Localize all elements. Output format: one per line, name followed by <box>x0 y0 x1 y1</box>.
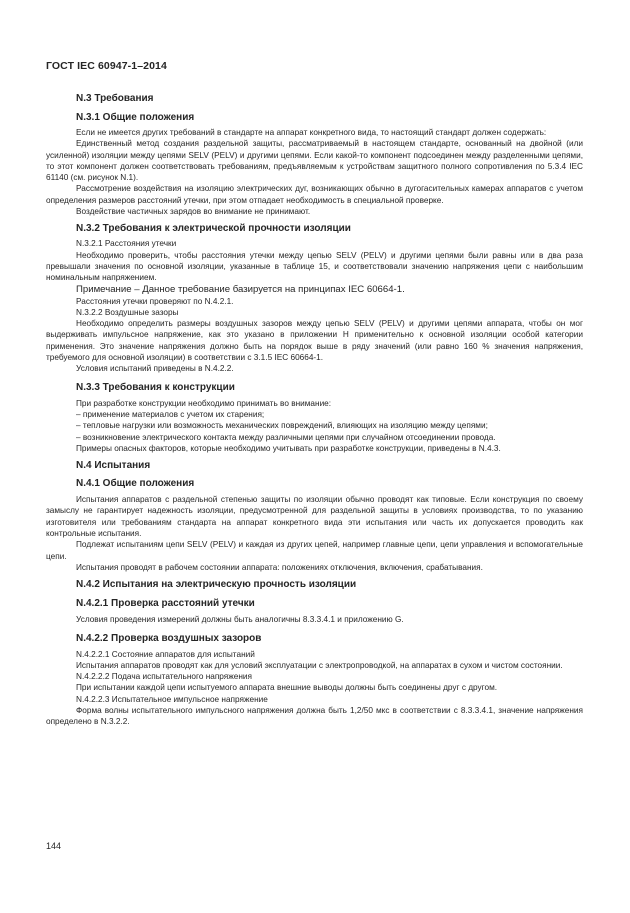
paragraph: Испытания аппаратов проводят как для условий эксплуатации с электропроводкой, на аппаратах в сухом и чистом состоянии. <box>76 660 563 670</box>
heading-n32: N.3.2 Требования к электрической прочности изоляции <box>76 223 351 235</box>
list-item: – тепловые нагрузки или возможность механических повреждений, влияющих на изоляцию между цепями; <box>76 421 488 431</box>
paragraph: Если не имеется других требований в стандарте на аппарат конкретного вида, то настоящий стандарт должен содержать: <box>76 128 547 137</box>
paragraph: Необходимо проверить, чтобы расстояния утечки между цепью SELV (PELV) и другими цепями были равны или в два раза превышали значения по основной изоляции, указанные в таблице 15, и соответствовали значению напряжения цепи с наибольшим номинальным напряжением. <box>46 250 583 283</box>
section-n41-body <box>46 494 583 573</box>
section-n422-body <box>46 649 583 728</box>
subsection-title: N.3.2.1 Расстояния утечки <box>76 239 177 249</box>
subsection-title: N.4.2.2.2 Подача испытательного напряжения <box>76 672 253 682</box>
paragraph: При испытании каждой цепи испытуемого аппарата внешние выводы должны быть соединены друг с другом. <box>76 683 498 693</box>
section-n31-body <box>46 127 583 217</box>
paragraph: Необходимо определить размеры воздушных зазоров между цепью SELV (PELV) и другими цепями аппарата, чтобы он мог выдерживать импульсное напряжение, как это указано в приложении H применительно к основной изоляции особой категории применения. Это значение напряжения должно быть на порядок выше в ряду значений (или равно 160 % значения напряжения, требуемого для основной изоляции) в соответствии с 3.1.5 IEC 60664-1. <box>46 319 583 363</box>
paragraph: При разработке конструкции необходимо принимать во внимание: <box>76 398 332 408</box>
page-number: 144 <box>46 841 62 851</box>
paragraph: Единственный метод создания раздельной защиты, рассматриваемый в настоящем стандарте, основанный на двойной (или усиленной) изоляции между цепями SELV (PELV) и другими цепями. Если какой-то компонент подсоединен между разделенными цепями, то этот компонент должен соответствовать требованиям, предъявляемым к устройствам защитного полного сопротивления по 5.3.4 IEC 61140 (см. рисунок N.1). <box>46 139 583 183</box>
heading-n421: N.4.2.1 Проверка расстояний утечки <box>76 598 255 610</box>
paragraph: Подлежат испытаниям цепи SELV (PELV) и каждая из других цепей, например главные цепи, цепи управления и вспомогательные цепи. <box>46 540 583 561</box>
heading-n3: N.3 Требования <box>76 93 154 104</box>
paragraph: Примеры опасных факторов, которые необходимо учитывать при разработке конструкции, приведены в N.4.3. <box>76 443 501 453</box>
heading-n4: N.4 Испытания <box>76 460 151 472</box>
list-item: – возникновение электрического контакта между различными цепями при случайном отсоединении провода. <box>76 432 496 442</box>
section-n33-body <box>46 398 583 454</box>
paragraph: Условия испытаний приведены в N.4.2.2. <box>76 364 234 374</box>
heading-n31: N.3.1 Общие положения <box>76 112 195 123</box>
paragraph: Испытания проводят в рабочем состоянии аппарата: положениях отключения, включения, срабатывания. <box>76 562 483 572</box>
standard-header: ГОСТ IEC 60947-1–2014 <box>46 60 167 72</box>
subsection-title: N.4.2.2.1 Состояние аппаратов для испытаний <box>76 649 255 659</box>
paragraph: Условия проведения измерений должны быть аналогичны 8.3.3.4.1 и приложению G. <box>76 615 404 625</box>
paragraph: Испытания аппаратов с раздельной степенью защиты по изоляции обычно проводят как типовые. Если конструкция по своему замыслу не гарантирует надежность изоляции, предусмотренной для раздельной защиты в условиях производства, то по указанию изготовителя или требованиям стандарта на аппарат конкретного вида эти испытания или часть их допускается проводить как контрольные испытания. <box>46 495 583 539</box>
heading-n42: N.4.2 Испытания на электрическую прочность изоляции <box>76 579 357 591</box>
heading-n33: N.3.3 Требования к конструкции <box>76 381 235 393</box>
paragraph: Рассмотрение воздействия на изоляцию электрических дуг, возникающих обычно в дугогасительных камерах аппаратов с учетом определения размеров расстояний утечки, при этом отпадает необходимость в специальной проверке. <box>46 184 583 205</box>
heading-n422: N.4.2.2 Проверка воздушных зазоров <box>76 632 262 644</box>
paragraph: Форма волны испытательного импульсного напряжения должна быть 1,2/50 мкс в соответствии с 8.3.3.4.1, значение напряжения определено в N.3.2.2. <box>46 705 583 727</box>
subsection-title: N.4.2.2.3 Испытательное импульсное напряжение <box>76 694 268 704</box>
heading-n41: N.4.1 Общие положения <box>76 478 195 490</box>
subsection-title: N.3.2.2 Воздушные зазоры <box>76 307 179 317</box>
list-item: – применение материалов с учетом их старения; <box>76 409 265 419</box>
document-body <box>46 92 583 728</box>
note: Примечание – Данное требование базируется на принципах IEC 60664-1. <box>76 283 405 295</box>
paragraph: Воздействие частичных зарядов во внимание не принимают. <box>76 207 311 217</box>
paragraph: Расстояния утечки проверяют по N.4.2.1. <box>76 296 234 306</box>
section-n32-body <box>46 238 583 374</box>
section-n421-body <box>46 614 583 625</box>
